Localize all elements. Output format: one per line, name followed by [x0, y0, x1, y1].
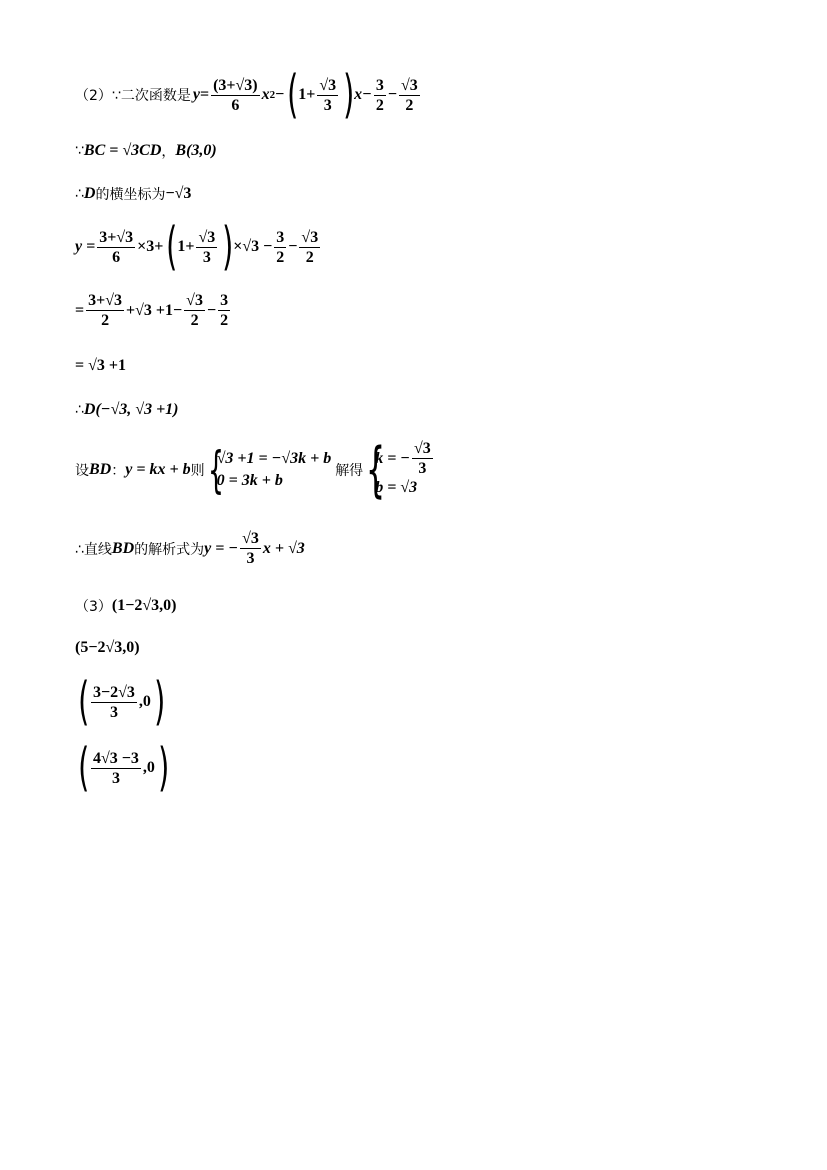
line-d-abscissa: ∴ D 的横坐标为 −√3 — [75, 185, 192, 203]
equation-system: √3 +1 = −√3k + b 0 = 3k + b — [216, 449, 332, 489]
fraction: $\frac{3}{2}$ — [375, 76, 384, 114]
fraction: $\frac{3}{2}$ — [220, 292, 229, 329]
fraction: $\frac{√3}{3}$ — [414, 440, 431, 477]
line-y-substitution: y = $\frac{3+√3}{6}$ ×3+ ( 1+ $\frac{√3}{3}$ ) ×√3 − $\frac{3}{2}$ − $\frac{√3}{2}$ — [75, 217, 319, 277]
fraction: $\frac{√3}{2}$ — [301, 228, 319, 266]
line-bc-relation: ∵ BC = √3CD ， B(3,0) — [75, 142, 217, 160]
text-label: （2）∵二次函数是 — [75, 88, 191, 104]
fraction: $\frac{3+√3}{6}$ — [99, 228, 134, 266]
line-part3-answer-3: ( $\frac{3-2√3}{3}$ ,0 ) — [78, 672, 166, 732]
line-simplify-1: = $\frac{3+√3}{2}$ +√3 +1− $\frac{√3}{2}$ − $\frac{3}{2}$ — [75, 292, 229, 329]
fraction: $\frac{√3}{3}$ — [198, 228, 216, 266]
fraction: $\frac{3}{2}$ — [276, 228, 285, 266]
fraction: $\frac{3-2√3}{3}$ — [93, 683, 135, 721]
line-quadratic-function: （2）∵二次函数是 y = $\frac{(3+√3)}{6}$ x 2 − ( 1+ $\frac{√3}{3}$ ) x− $\frac{3}{2}$ − $\frac{√3}{2}$ — [75, 65, 418, 125]
line-part3-answer-4: ( $\frac{4√3 -3}{3}$ ,0 ) — [78, 738, 170, 798]
line-point-d: ∴ D(−√3, √3 +1) — [75, 401, 179, 418]
fraction: $\frac{3+√3}{2}$ — [88, 292, 123, 329]
fraction: $\frac{4√3 -3}{3}$ — [93, 749, 139, 787]
line-bd-expression: ∴直线 BD 的解析式为 y = − $\frac{√3}{3}$ x + √3 — [75, 530, 305, 567]
line-line-bd-system: 设 BD ： y = kx + b 则 { √3 +1 = −√3k + b 0 = 3k + b 解得 { k = − $\frac{√3}{3}$ b = √3 — [75, 440, 435, 499]
solution-system: k = − $\frac{√3}{3}$ b = √3 — [375, 440, 431, 496]
fraction: $\frac{√3}{2}$ — [186, 292, 203, 329]
line-part3-answer-1: （3） (1−2√3,0) — [75, 597, 177, 615]
line-simplify-2: = √3 +1 — [75, 357, 127, 374]
line-part3-answer-2: (5−2√3,0) — [75, 639, 140, 656]
fraction: $\frac{√3}{2}$ — [400, 76, 418, 114]
fraction: $\frac{√3}{3}$ — [242, 530, 259, 567]
fraction: $\frac{(3+√3)}{6}$ — [213, 76, 258, 114]
fraction: $\frac{√3}{3}$ — [319, 76, 337, 114]
